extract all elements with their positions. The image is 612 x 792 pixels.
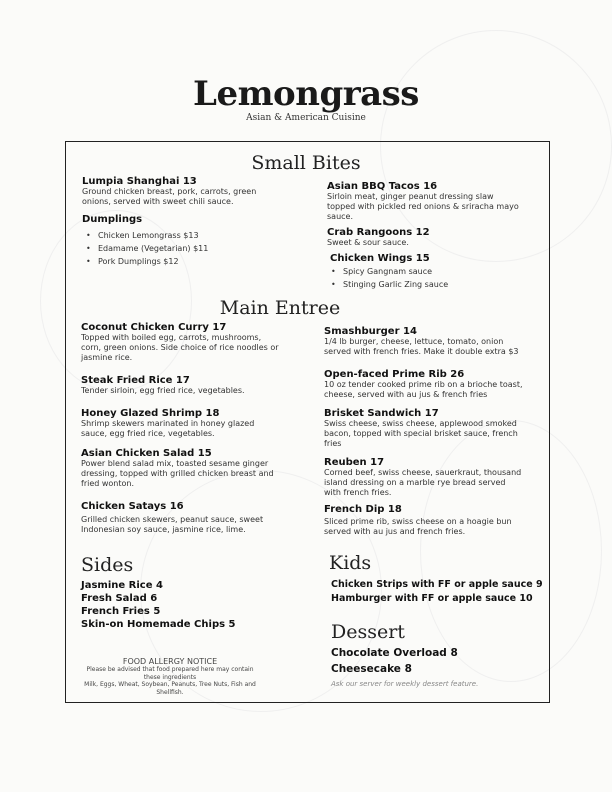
side-item: French Fries 5 bbox=[81, 606, 161, 617]
entree-item-honey-shrimp bbox=[81, 408, 306, 439]
side-item: Jasmine Rice 4 bbox=[81, 580, 163, 591]
item-desc: onions, served with sweet chili sauce. bbox=[82, 197, 234, 206]
item-desc: island dressing on a marble rye bread served bbox=[324, 478, 506, 487]
entree-item-coconut-curry bbox=[81, 322, 306, 363]
item-name: Chicken Wings 15 bbox=[330, 253, 430, 264]
allergy-line: Shellfish. bbox=[156, 688, 184, 696]
item-name: Coconut Chicken Curry 17 bbox=[81, 322, 227, 333]
item-name: Brisket Sandwich 17 bbox=[324, 408, 439, 419]
item-name: Smashburger 14 bbox=[324, 326, 417, 337]
entree-item-brisket-sandwich bbox=[324, 408, 544, 449]
item-name: Reuben 17 bbox=[324, 457, 385, 468]
menu-item-lumpia bbox=[82, 176, 297, 207]
item-name: Steak Fried Rice 17 bbox=[81, 375, 190, 386]
item-name: Crab Rangoons 12 bbox=[327, 227, 430, 238]
menu-item-bbq-tacos bbox=[327, 181, 542, 222]
item-desc: topped with pickled red onions & sriracha mayo bbox=[327, 202, 519, 211]
wing-sauce-option: • Spicy Gangnam sauce bbox=[343, 265, 542, 278]
side-item: Fresh Salad 6 bbox=[81, 593, 158, 604]
section-title-small-bites: Small Bites bbox=[251, 152, 361, 174]
item-desc: 1/4 lb burger, cheese, lettuce, tomato, onion bbox=[324, 337, 504, 346]
entree-item-french-dip bbox=[324, 504, 544, 537]
item-name: Honey Glazed Shrimp 18 bbox=[81, 408, 220, 419]
kids-item: Chicken Strips with FF or apple sauce 9 bbox=[331, 579, 543, 590]
item-desc: fries bbox=[324, 439, 342, 448]
item-desc: sauce, egg fried rice, vegetables. bbox=[81, 429, 215, 438]
entree-item-steak-fried-rice bbox=[81, 375, 306, 396]
item-desc: Grilled chicken skewers, peanut sauce, sweet bbox=[81, 515, 264, 524]
item-desc: dressing, topped with grilled chicken breast and bbox=[81, 469, 274, 478]
menu-item-dumplings bbox=[82, 214, 297, 268]
allergy-line: Please be advised that food prepared here may contain bbox=[86, 666, 254, 673]
item-desc: fried wonton. bbox=[81, 479, 135, 488]
allergy-line: these ingredients bbox=[143, 673, 197, 681]
item-name: Open-faced Prime Rib 26 bbox=[324, 369, 465, 380]
menu-item-chicken-wings bbox=[327, 253, 542, 291]
wing-sauce-option: • Stinging Garlic Zing sauce bbox=[343, 278, 542, 291]
item-desc: Sweet & sour sauce. bbox=[327, 238, 409, 247]
item-desc: 10 oz tender cooked prime rib on a brioche toast, bbox=[324, 380, 523, 389]
menu-item-crab-rangoons bbox=[327, 227, 542, 248]
item-desc: Power blend salad mix, toasted sesame ginger bbox=[81, 459, 269, 468]
item-desc: Shrimp skewers marinated in honey glazed bbox=[81, 419, 255, 428]
item-desc: served with french fries. Make it double extra $3 bbox=[324, 347, 519, 356]
item-desc: Topped with boiled egg, carrots, mushrooms, bbox=[81, 333, 262, 342]
item-desc: with french fries. bbox=[324, 488, 392, 497]
entree-item-prime-rib bbox=[324, 369, 544, 400]
item-desc: Ground chicken breast, pork, carrots, green bbox=[82, 187, 257, 196]
section-title-sides: Sides bbox=[81, 554, 134, 576]
dessert-list bbox=[331, 645, 546, 688]
item-desc: served with au jus and french fries. bbox=[324, 527, 466, 536]
dessert-item: Cheesecake 8 bbox=[331, 663, 412, 675]
item-desc: cheese, served with au jus & french fries bbox=[324, 390, 488, 399]
entree-item-reuben bbox=[324, 457, 544, 498]
item-desc: Sirloin meat, ginger peanut dressing slaw bbox=[327, 192, 494, 201]
dessert-item: Chocolate Overload 8 bbox=[331, 647, 458, 659]
allergy-line: Milk, Eggs, Wheat, Soybean, Peanuts, Tree Nuts, Fish and bbox=[84, 681, 256, 688]
item-desc: Sliced prime rib, swiss cheese on a hoagie bun bbox=[324, 517, 512, 526]
dessert-note: Ask our server for weekly dessert feature. bbox=[331, 680, 479, 688]
item-name: Lumpia Shanghai 13 bbox=[82, 176, 197, 187]
item-name: French Dip 18 bbox=[324, 504, 402, 515]
item-name: Chicken Satays 16 bbox=[81, 501, 184, 512]
entree-item-smashburger bbox=[324, 326, 544, 357]
kids-list bbox=[331, 578, 546, 606]
section-title-main-entree: Main Entree bbox=[219, 297, 341, 319]
allergy-notice bbox=[72, 657, 268, 696]
item-desc: Indonesian soy sauce, jasmine rice, lime. bbox=[81, 525, 246, 534]
dumpling-option: • Pork Dumplings $12 bbox=[98, 255, 297, 268]
entree-item-chicken-salad bbox=[81, 448, 306, 489]
sides-list bbox=[81, 579, 301, 631]
restaurant-tagline: Asian & American Cuisine bbox=[246, 113, 366, 123]
item-desc: Corned beef, swiss cheese, sauerkraut, thousand bbox=[324, 468, 522, 477]
item-desc: Swiss cheese, swiss cheese, applewood smoked bbox=[324, 419, 517, 428]
item-desc: bacon, topped with special brisket sauce, french bbox=[324, 429, 518, 438]
allergy-title: FOOD ALLERGY NOTICE bbox=[122, 657, 218, 666]
side-item: Skin-on Homemade Chips 5 bbox=[81, 619, 236, 630]
item-name: Asian Chicken Salad 15 bbox=[81, 448, 212, 459]
item-name: Asian BBQ Tacos 16 bbox=[327, 181, 438, 192]
entree-item-chicken-satays bbox=[81, 501, 306, 535]
item-desc: jasmine rice. bbox=[81, 353, 133, 362]
dumpling-option: • Edamame (Vegetarian) $11 bbox=[98, 242, 297, 255]
item-desc: Tender sirloin, egg fried rice, vegetables. bbox=[81, 386, 245, 395]
section-title-kids: Kids bbox=[329, 552, 372, 574]
kids-item: Hamburger with FF or apple sauce 10 bbox=[331, 593, 533, 604]
restaurant-name: Lemongrass bbox=[193, 74, 419, 114]
section-title-dessert: Dessert bbox=[331, 621, 405, 643]
item-desc: sauce. bbox=[327, 212, 354, 221]
item-name: Dumplings bbox=[82, 214, 143, 225]
item-desc: corn, green onions. Side choice of rice noodles or bbox=[81, 343, 279, 352]
dumpling-option: • Chicken Lemongrass $13 bbox=[98, 229, 297, 242]
